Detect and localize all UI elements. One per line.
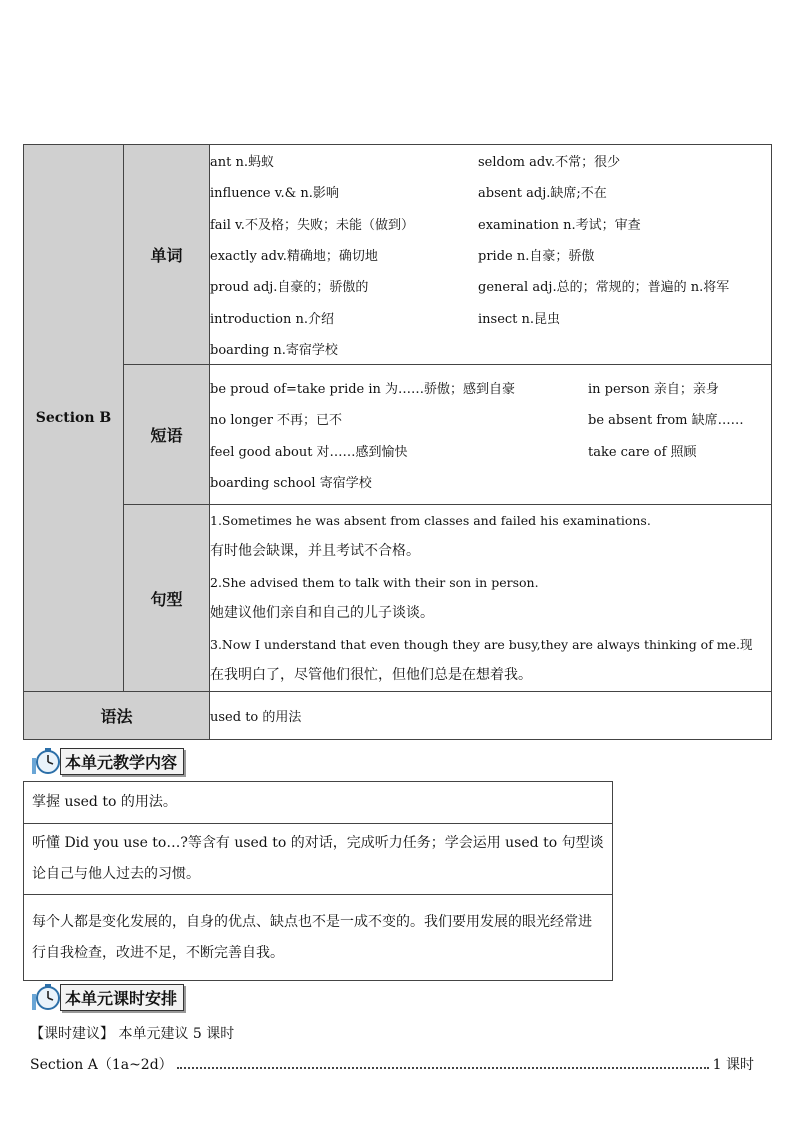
vocabulary-table bbox=[23, 144, 772, 740]
vocab-item: pride n.自豪；骄傲 bbox=[478, 249, 595, 265]
teaching-item: 听懂 Did you use to…?等含有 used to 的对话，完成听力任务；学会运用 used to 句型谈论自己与他人过去的习惯。 bbox=[24, 824, 613, 895]
heading-label: 本单元教学内容 bbox=[60, 748, 184, 775]
phrase-item: in person 亲自；亲身 bbox=[588, 382, 719, 398]
vocab-item: ant n.蚂蚁 bbox=[210, 155, 274, 171]
teaching-content-table bbox=[23, 781, 613, 981]
phrase-row bbox=[210, 466, 771, 497]
phrases-list bbox=[210, 365, 772, 505]
vocab-item: proud adj.自豪的；骄傲的 bbox=[210, 280, 369, 296]
vocab-list bbox=[210, 145, 772, 365]
vocab-item: insect n.昆虫 bbox=[478, 311, 561, 327]
phrase-row bbox=[210, 435, 771, 466]
vocab-row bbox=[210, 176, 771, 207]
section-b-label: Section B bbox=[24, 145, 124, 692]
sentences-category: 句型 bbox=[124, 505, 210, 692]
leader-dots bbox=[177, 1054, 709, 1069]
schedule-line-value: 1 课时 bbox=[712, 1057, 754, 1073]
vocab-row bbox=[210, 333, 771, 364]
phrases-category: 短语 bbox=[124, 365, 210, 505]
phrase-item: boarding school 寄宿学校 bbox=[210, 476, 372, 492]
schedule-line-label: Section A（1a~2d） bbox=[30, 1057, 173, 1073]
vocab-item: influence v.& n.影响 bbox=[210, 186, 339, 202]
vocab-row bbox=[210, 301, 771, 332]
phrase-item: feel good about 对……感到愉快 bbox=[210, 444, 408, 460]
teaching-content-heading bbox=[30, 746, 184, 776]
teaching-item: 每个人都是变化发展的，自身的优点、缺点也不是一成不变的。我们要用发展的眼光经常进行自我检查，改进不足，不断完善自我。 bbox=[24, 895, 613, 981]
phrase-item: no longer 不再；已不 bbox=[210, 413, 343, 429]
teaching-item: 掌握 used to 的用法。 bbox=[24, 782, 613, 824]
vocab-item: examination n.考试；审查 bbox=[478, 217, 641, 233]
vocab-item: general adj.总的；常规的；普遍的 n.将军 bbox=[478, 280, 730, 296]
sentences-list bbox=[210, 505, 772, 692]
vocab-row bbox=[210, 239, 771, 270]
sentence-en: 2.She advised them to talk with their son in person. bbox=[210, 575, 539, 591]
sentence-en: 3.Now I understand that even though they are busy,they are always thinking of me.现 bbox=[210, 637, 753, 653]
phrase-item: be absent from 缺席…… bbox=[588, 413, 744, 429]
schedule-line bbox=[30, 1054, 754, 1074]
sentence-zh: 她建议他们亲自和自己的儿子谈谈。 bbox=[210, 605, 434, 622]
phrase-item: be proud of=take pride in 为……骄傲；感到自豪 bbox=[210, 382, 516, 398]
schedule-heading bbox=[30, 982, 184, 1012]
vocab-item: fail v.不及格；失败；未能（做到） bbox=[210, 217, 414, 233]
clock-icon bbox=[30, 982, 62, 1012]
phrase-item: take care of 照顾 bbox=[588, 444, 697, 460]
phrase-row bbox=[210, 372, 771, 403]
vocab-item: exactly adv.精确地；确切地 bbox=[210, 249, 378, 265]
vocab-category: 单词 bbox=[124, 145, 210, 365]
grammar-content: used to 的用法 bbox=[210, 692, 772, 740]
vocab-row bbox=[210, 145, 771, 176]
phrase-row bbox=[210, 403, 771, 434]
sentence-zh: 有时他会缺课，并且考试不合格。 bbox=[210, 543, 420, 560]
clock-icon bbox=[30, 746, 62, 776]
schedule-suggestion: 【课时建议】 本单元建议 5 课时 bbox=[30, 1026, 235, 1042]
vocab-item: introduction n.介绍 bbox=[210, 311, 334, 327]
heading-label: 本单元课时安排 bbox=[60, 984, 184, 1011]
sentence-en: 1.Sometimes he was absent from classes and failed his examinations. bbox=[210, 513, 651, 529]
vocab-item: absent adj.缺席;不在 bbox=[478, 186, 607, 202]
vocab-row bbox=[210, 270, 771, 301]
sentence-zh: 在我明白了，尽管他们很忙，但他们总是在想着我。 bbox=[210, 667, 532, 684]
grammar-label: 语法 bbox=[24, 692, 210, 740]
vocab-row bbox=[210, 208, 771, 239]
vocab-item: seldom adv.不常；很少 bbox=[478, 155, 621, 171]
vocab-item: boarding n.寄宿学校 bbox=[210, 342, 338, 358]
